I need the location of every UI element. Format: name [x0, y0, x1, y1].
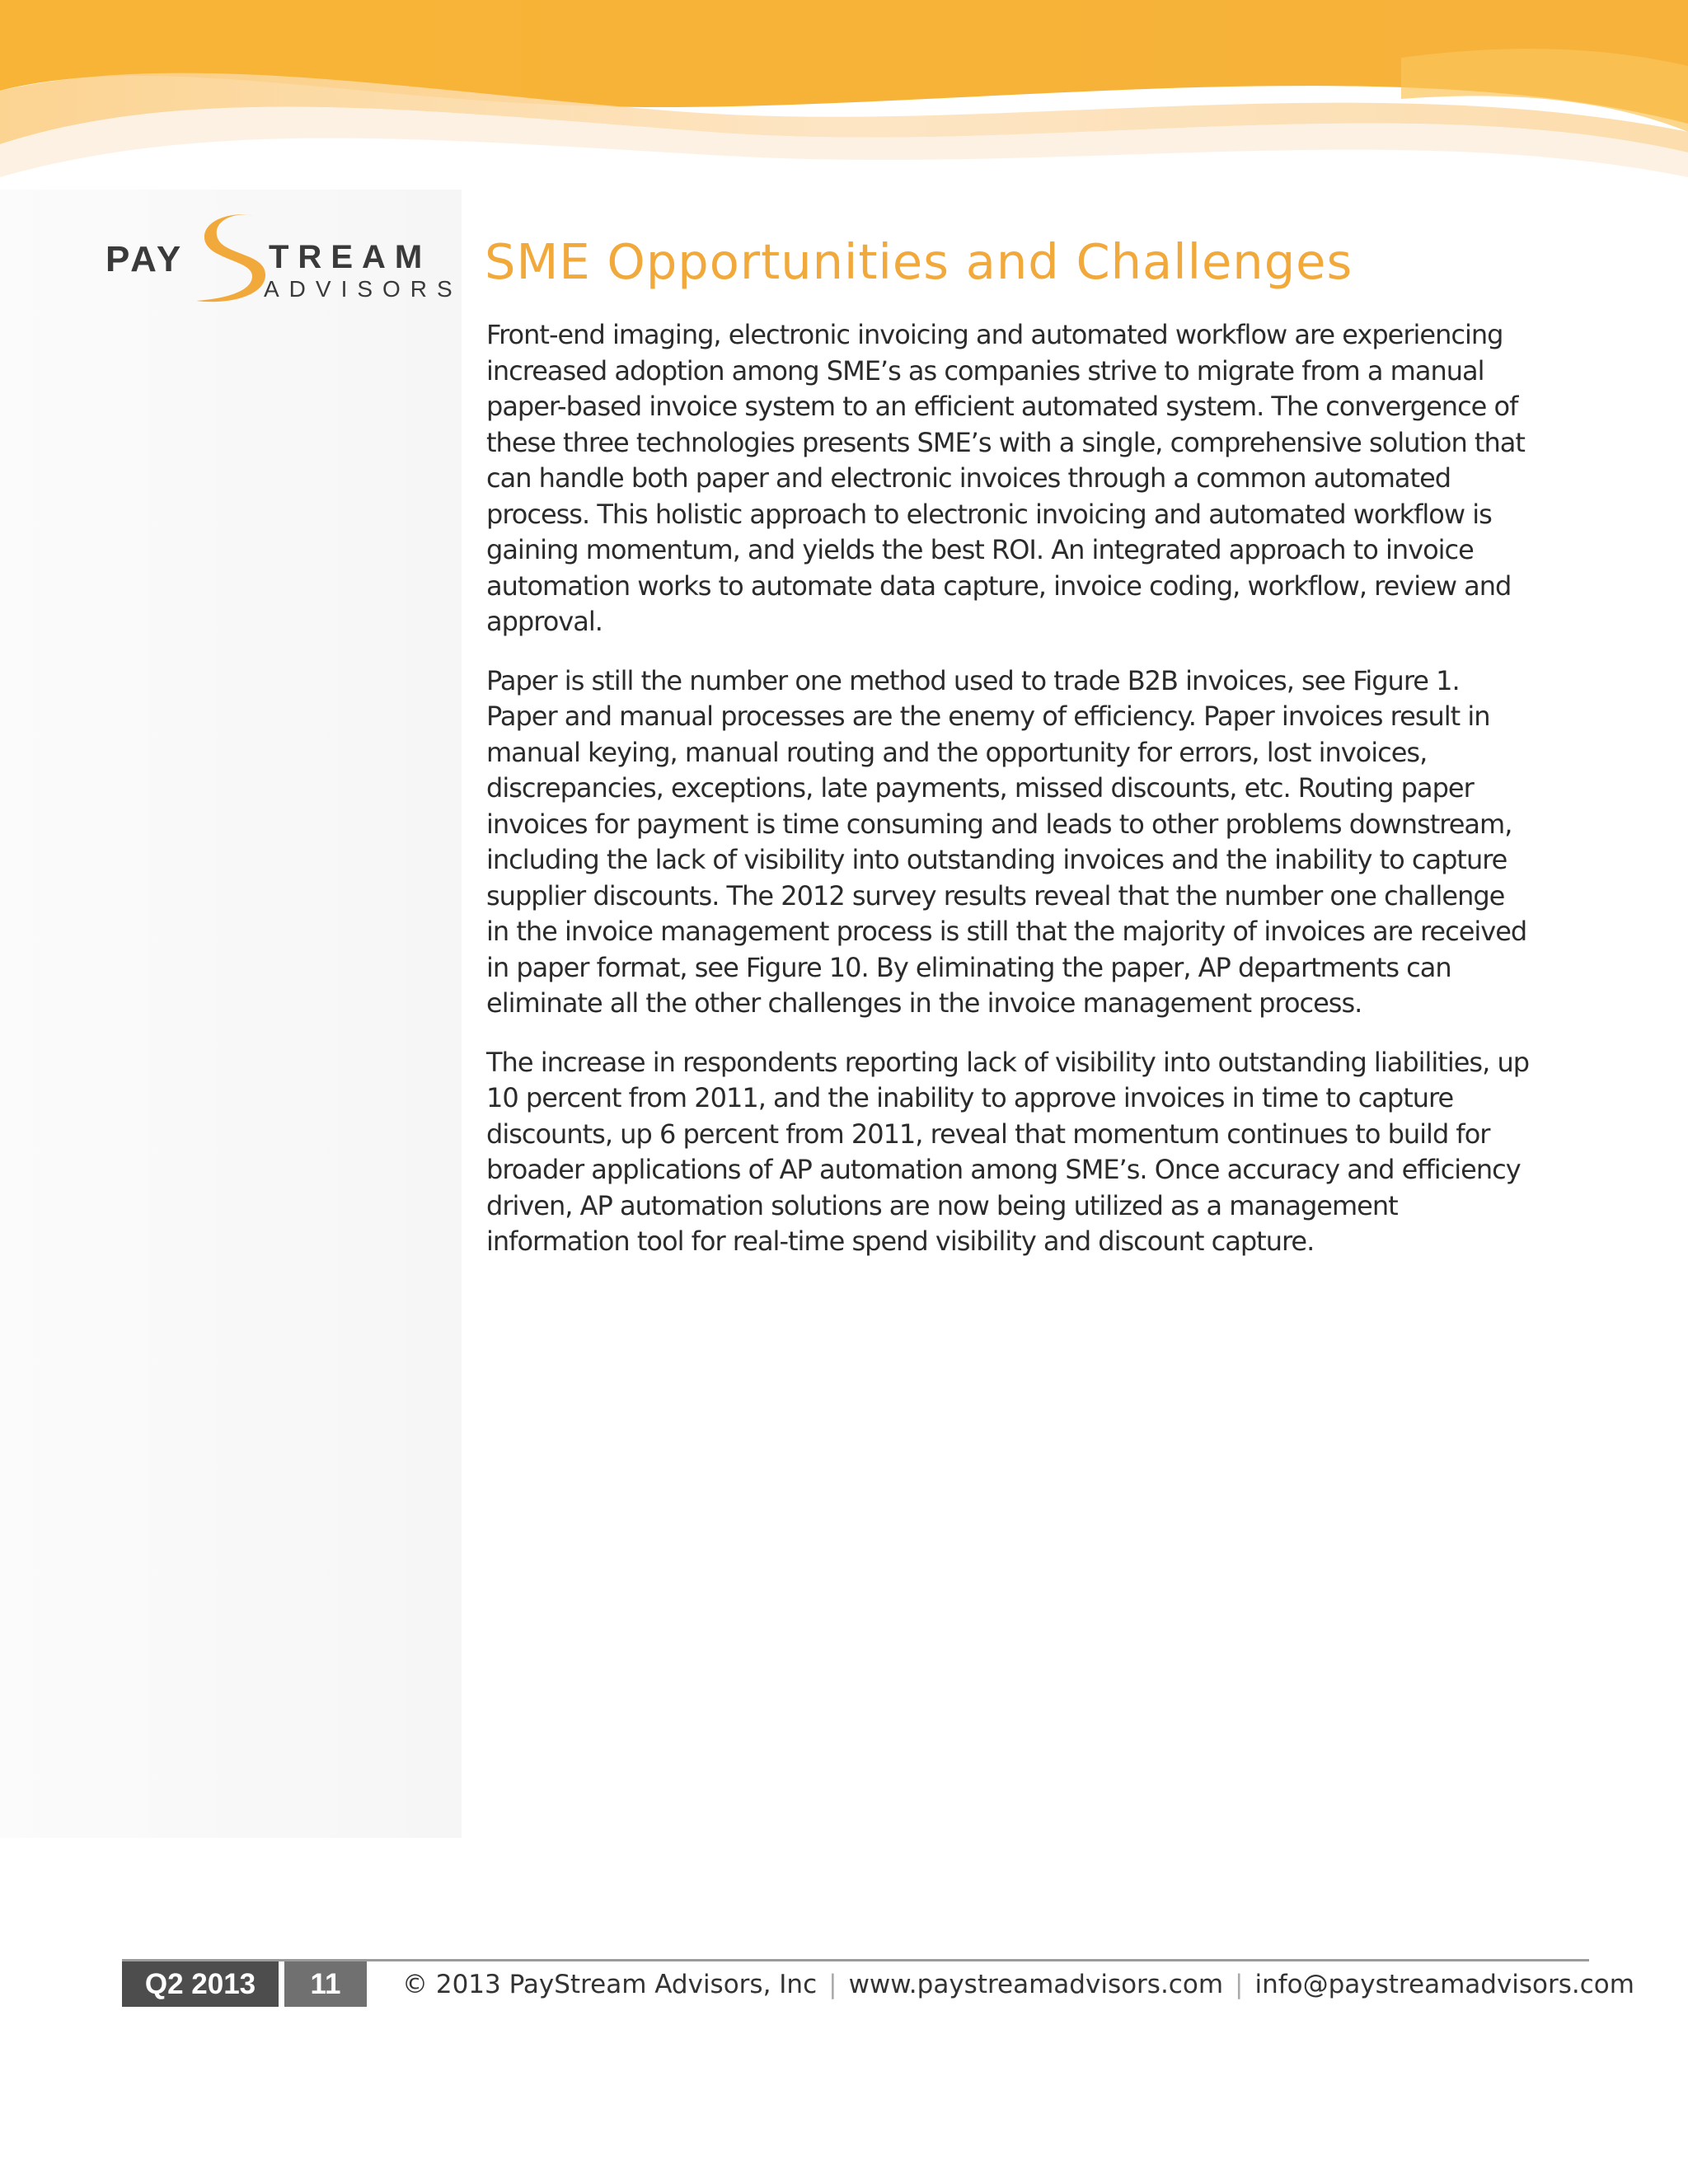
footer-separator: | [1235, 1970, 1244, 1999]
paragraph-1: Front-end imaging, electronic invoicing and automated workflow are experiencing increased adoption among SME’s as companies strive to migrate from a manual paper-based invoice system to an efficient automated system. The convergence of these three technologies presents SME’s with a single, comprehensive solution that can handle both paper and electronic invoices through a common automated process. This holistic approach to electronic invoicing and automated workflow is gaining momentum, and yields the best ROI. An integrated approach to invoice automation works to automate data capture, invoice coding, workflow, review and approval. [486, 319, 1525, 637]
quarter-badge: Q2 2013 [122, 1961, 279, 2007]
paragraph-3: The increase in respondents reporting lack of visibility into outstanding liabilities, up 10 percent from 2011, and the inability to approve invoices in time to capture discounts, up 6 percent from 2011, reveal that momentum continues to build for broader applications of AP automation among SME’s. Once accuracy and efficiency driven, AP automation solutions are now being utilized as a management information tool for real-time spend visibility and discount capture. [486, 1046, 1530, 1257]
footer-separator: | [828, 1970, 837, 1999]
footer-copyright: © 2013 PayStream Advisors, Inc [402, 1970, 818, 1999]
footer-email-link[interactable]: info@paystreamadvisors.com [1254, 1970, 1634, 1999]
footer-info [402, 1970, 1634, 1999]
article-body [486, 317, 1533, 1283]
page-title: SME Opportunities and Challenges [485, 233, 1353, 290]
sidebar-shade [0, 190, 462, 1838]
logo-advisors-text: ADVISORS [264, 276, 462, 302]
paystream-logo [106, 210, 462, 313]
page-number-badge: 11 [284, 1961, 367, 2007]
logo-stream-text: TREAM [269, 239, 432, 275]
footer-website-link[interactable]: www.paystreamadvisors.com [848, 1970, 1224, 1999]
header-wave-banner [0, 0, 1688, 190]
logo-pay-text: PAY [106, 239, 185, 279]
paragraph-2: Paper is still the number one method used to trade B2B invoices, see Figure 1. Paper and manual processes are the enemy of efficiency. Paper invoices result in manual keying, manual routing and the opportunity for errors, lost invoices, discrepancies, exceptions, late payments, missed discounts, etc. Routing paper invoices for payment is time consuming and leads to other problems downstream, including the lack of visibility into outstanding invoices and the inability to capture supplier discounts. The 2012 survey results reveal that the number one challenge in the invoice management process is still that the majority of invoices are received in paper format, see Figure 10. By eliminating the paper, AP departments can eliminate all the other challenges in the invoice management process. [486, 664, 1527, 1019]
